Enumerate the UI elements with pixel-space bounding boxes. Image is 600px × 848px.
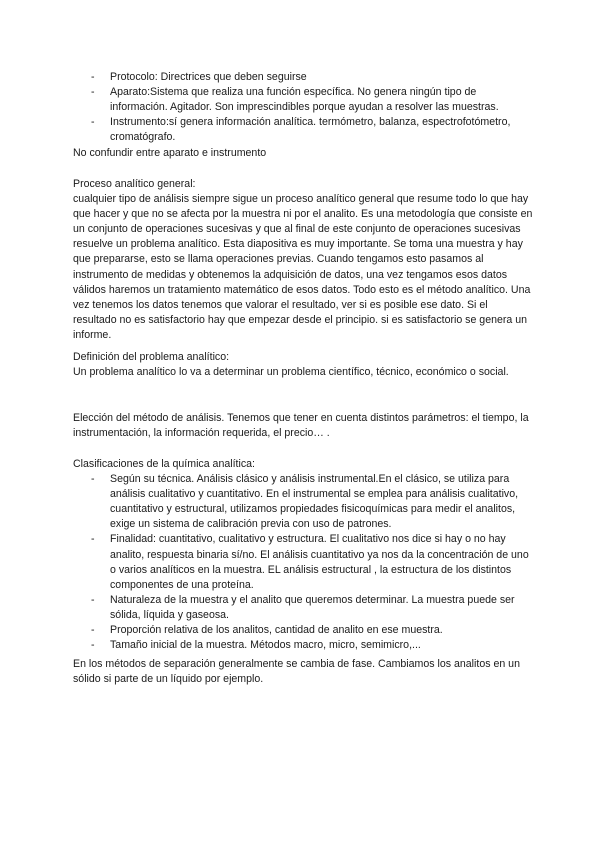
list-item: - Naturaleza de la muestra y el analito que queremos determinar. La muestra puede ser sólida, líquida y gaseosa. [73,593,533,623]
clasificaciones-section [73,457,533,653]
proceso-section [73,177,533,343]
list-item: - Proporción relativa de los analitos, cantidad de analito en ese muestra. [73,623,533,638]
separacion-paragraph: En los métodos de separación generalmente se cambia de fase. Cambiamos los analitos en un sólido si parte de un líquido por ejemplo. [73,658,520,686]
proceso-heading: Proceso analítico general: [73,178,196,190]
clasificaciones-heading: Clasificaciones de la química analítica: [73,458,255,470]
note-paragraph: No confundir entre aparato e instrumento [73,147,267,159]
list-item: - Finalidad: cuantitativo, cualitativo y estructura. El cualitativo nos dice si hay o no hay analito, respuesta binaria sí/no. El análisis cuantitativo ya nos da la concentración de uno o varios analíticos en la muestra. EL análisis estructural , la estructura de los distintos componentes de una proteína. [73,532,533,592]
list-item: - Tamaño inicial de la muestra. Métodos macro, micro, semimicro,... [73,638,533,653]
list-item: - Instrumento:sí genera información analítica. termómetro, balanza, espectrofotómetro, cromatógrafo. [73,115,533,145]
definicion-body: Un problema analítico lo va a determinar un problema científico, técnico, económico o social. [73,366,509,379]
eleccion-paragraph: Elección del método de análisis. Tenemos que tener en cuenta distintos parámetros: el tiempo, la instrumentación, la información requerida, el precio… . [73,412,529,440]
top-definitions-list [73,70,533,145]
definicion-heading: Definición del problema analítico: [73,351,230,363]
list-item: - Según su técnica. Análisis clásico y análisis instrumental.En el clásico, se utiliza para análisis cualitativo y cuantitativo. En el instrumental se emplea para análisis cualitativo, cuantitativo y estructural, utilizamos propiedades fisicoquímicas para medir el analitos, exige un sistema de calibración previa con uso de patrones. [73,472,533,532]
clasificaciones-list [73,472,533,653]
definicion-section [73,350,533,380]
list-item: - Protocolo: Directrices que deben seguirse [73,70,533,85]
proceso-body: cualquier tipo de análisis siempre sigue un proceso analítico general que resume todo lo que hay que hacer y que no se afecta por la muestra ni por el analito. Es una metodología que consiste en un conjunto de operaciones sucesivas y que al final de este conjunto de operaciones sucesivas resuelve un problema analítico. Esta diapositiva es muy importante. Se toma una muestra y hay que prepararse, esto se llama operaciones previas. Cuando tengamos esto pasamos al instrumento de medidas y obtenemos la adquisición de datos, una vez tengamos esos datos válidos haremos un tratamiento matemático de esos datos. Todo esto es el método analítico. Una vez tenemos los datos tenemos que valorar el resultado, ver si es posible ese dato. Si el resultado no es satisfactorio hay que empezar desde el principio. si es satisfactorio se genera un informe. [73,193,533,341]
list-item: - Aparato:Sistema que realiza una función específica. No genera ningún tipo de información. Agitador. Son imprescindibles porque ayudan a resolver las muestras. [73,85,533,115]
